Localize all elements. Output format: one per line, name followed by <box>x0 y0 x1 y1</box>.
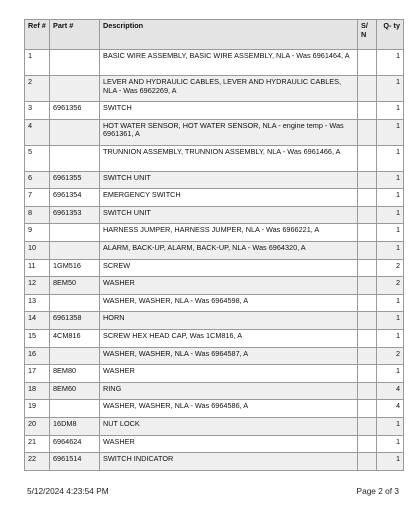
serial-cell <box>358 102 377 120</box>
quantity-cell: 1 <box>377 145 404 171</box>
serial-cell <box>358 241 377 259</box>
serial-cell <box>358 189 377 207</box>
ref-cell: 4 <box>25 119 50 145</box>
ref-cell: 16 <box>25 347 50 365</box>
part-number-cell: 6961353 <box>50 206 100 224</box>
ref-cell: 15 <box>25 329 50 347</box>
quantity-cell: 1 <box>377 76 404 102</box>
print-timestamp: 5/12/2024 4:23:54 PM <box>27 486 109 496</box>
ref-cell: 21 <box>25 435 50 453</box>
table-row <box>25 435 404 453</box>
serial-cell <box>358 400 377 418</box>
quantity-cell: 1 <box>377 224 404 242</box>
ref-cell: 18 <box>25 382 50 400</box>
quantity-cell: 1 <box>377 329 404 347</box>
serial-cell <box>358 417 377 435</box>
table-row <box>25 76 404 102</box>
serial-cell <box>358 312 377 330</box>
quantity-cell: 4 <box>377 400 404 418</box>
ref-cell: 2 <box>25 76 50 102</box>
description-cell: NUT LOCK <box>100 417 358 435</box>
ref-cell: 17 <box>25 365 50 383</box>
quantity-cell: 1 <box>377 206 404 224</box>
part-number-cell <box>50 294 100 312</box>
serial-cell <box>358 50 377 76</box>
table-row <box>25 453 404 471</box>
part-number-cell: 16DM8 <box>50 417 100 435</box>
header-qty: Q- ty <box>377 20 404 50</box>
part-number-cell: 6961514 <box>50 453 100 471</box>
table-row <box>25 171 404 189</box>
table-row <box>25 224 404 242</box>
ref-cell: 13 <box>25 294 50 312</box>
description-cell: HORN <box>100 312 358 330</box>
ref-cell: 6 <box>25 171 50 189</box>
serial-cell <box>358 224 377 242</box>
description-cell: HARNESS JUMPER, HARNESS JUMPER, NLA - Was 6966221, A <box>100 224 358 242</box>
part-number-cell <box>50 50 100 76</box>
part-number-cell: 1GM516 <box>50 259 100 277</box>
quantity-cell: 1 <box>377 171 404 189</box>
description-cell: TRUNNION ASSEMBLY, TRUNNION ASSEMBLY, NLA - Was 6961466, A <box>100 145 358 171</box>
quantity-cell: 2 <box>377 259 404 277</box>
part-number-cell: 4CM816 <box>50 329 100 347</box>
serial-cell <box>358 294 377 312</box>
part-number-cell: 8EM50 <box>50 277 100 295</box>
serial-cell <box>358 277 377 295</box>
description-cell: HOT WATER SENSOR, HOT WATER SENSOR, NLA - engine temp - Was 6961361, A <box>100 119 358 145</box>
header-ref: Ref # <box>25 20 50 50</box>
quantity-cell: 2 <box>377 347 404 365</box>
quantity-cell: 1 <box>377 312 404 330</box>
serial-cell <box>358 259 377 277</box>
ref-cell: 7 <box>25 189 50 207</box>
description-cell: WASHER, WASHER, NLA - Was 6964587, A <box>100 347 358 365</box>
quantity-cell: 1 <box>377 417 404 435</box>
ref-cell: 3 <box>25 102 50 120</box>
table-row <box>25 365 404 383</box>
serial-cell <box>358 329 377 347</box>
header-sn: S/ N <box>358 20 377 50</box>
part-number-cell: 8EM60 <box>50 382 100 400</box>
serial-cell <box>358 119 377 145</box>
serial-cell <box>358 145 377 171</box>
serial-cell <box>358 382 377 400</box>
part-number-cell: 6964624 <box>50 435 100 453</box>
ref-cell: 14 <box>25 312 50 330</box>
header-description: Description <box>100 20 358 50</box>
part-number-cell <box>50 145 100 171</box>
ref-cell: 8 <box>25 206 50 224</box>
table-row <box>25 145 404 171</box>
description-cell: SWITCH INDICATOR <box>100 453 358 471</box>
table-row <box>25 400 404 418</box>
part-number-cell <box>50 224 100 242</box>
quantity-cell: 4 <box>377 382 404 400</box>
serial-cell <box>358 347 377 365</box>
description-cell: BASIC WIRE ASSEMBLY, BASIC WIRE ASSEMBLY, NLA - Was 6961464, A <box>100 50 358 76</box>
table-row <box>25 329 404 347</box>
ref-cell: 19 <box>25 400 50 418</box>
serial-cell <box>358 206 377 224</box>
ref-cell: 12 <box>25 277 50 295</box>
description-cell: WASHER <box>100 365 358 383</box>
table-row <box>25 102 404 120</box>
quantity-cell: 1 <box>377 435 404 453</box>
serial-cell <box>358 76 377 102</box>
part-number-cell <box>50 241 100 259</box>
table-row <box>25 119 404 145</box>
description-cell: WASHER <box>100 277 358 295</box>
description-cell: SCREW <box>100 259 358 277</box>
table-row <box>25 241 404 259</box>
quantity-cell: 1 <box>377 119 404 145</box>
part-number-cell: 6961358 <box>50 312 100 330</box>
part-number-cell: 8EM80 <box>50 365 100 383</box>
table-row <box>25 189 404 207</box>
description-cell: SWITCH UNIT <box>100 206 358 224</box>
description-cell: WASHER, WASHER, NLA - Was 6964598, A <box>100 294 358 312</box>
part-number-cell <box>50 400 100 418</box>
description-cell: LEVER AND HYDRAULIC CABLES, LEVER AND HYDRAULIC CABLES, NLA - Was 6962269, A <box>100 76 358 102</box>
serial-cell <box>358 171 377 189</box>
header-part: Part # <box>50 20 100 50</box>
ref-cell: 11 <box>25 259 50 277</box>
description-cell: EMERGENCY SWITCH <box>100 189 358 207</box>
part-number-cell: 6961356 <box>50 102 100 120</box>
table-row <box>25 277 404 295</box>
part-number-cell: 6961354 <box>50 189 100 207</box>
table-row <box>25 382 404 400</box>
table-row <box>25 347 404 365</box>
ref-cell: 20 <box>25 417 50 435</box>
quantity-cell: 1 <box>377 102 404 120</box>
parts-table <box>24 19 404 471</box>
part-number-cell: 6961355 <box>50 171 100 189</box>
description-cell: ALARM, BACK-UP, ALARM, BACK-UP, NLA - Was 6964320, A <box>100 241 358 259</box>
table-row <box>25 312 404 330</box>
description-cell: SWITCH UNIT <box>100 171 358 189</box>
description-cell: WASHER <box>100 435 358 453</box>
quantity-cell: 1 <box>377 294 404 312</box>
table-row <box>25 417 404 435</box>
description-cell: WASHER, WASHER, NLA - Was 6964586, A <box>100 400 358 418</box>
table-body <box>25 50 404 471</box>
table-row <box>25 259 404 277</box>
table-row <box>25 294 404 312</box>
table-header-row <box>25 20 404 50</box>
quantity-cell: 1 <box>377 453 404 471</box>
ref-cell: 5 <box>25 145 50 171</box>
serial-cell <box>358 365 377 383</box>
ref-cell: 10 <box>25 241 50 259</box>
serial-cell <box>358 453 377 471</box>
description-cell: SCREW HEX HEAD CAP, Was 1CM816, A <box>100 329 358 347</box>
ref-cell: 9 <box>25 224 50 242</box>
ref-cell: 22 <box>25 453 50 471</box>
quantity-cell: 1 <box>377 365 404 383</box>
page-number: Page 2 of 3 <box>356 486 399 496</box>
table-row <box>25 206 404 224</box>
description-cell: RING <box>100 382 358 400</box>
ref-cell: 1 <box>25 50 50 76</box>
part-number-cell <box>50 347 100 365</box>
part-number-cell <box>50 119 100 145</box>
part-number-cell <box>50 76 100 102</box>
quantity-cell: 1 <box>377 50 404 76</box>
description-cell: SWITCH <box>100 102 358 120</box>
quantity-cell: 2 <box>377 277 404 295</box>
quantity-cell: 1 <box>377 189 404 207</box>
quantity-cell: 1 <box>377 241 404 259</box>
table-row <box>25 50 404 76</box>
serial-cell <box>358 435 377 453</box>
